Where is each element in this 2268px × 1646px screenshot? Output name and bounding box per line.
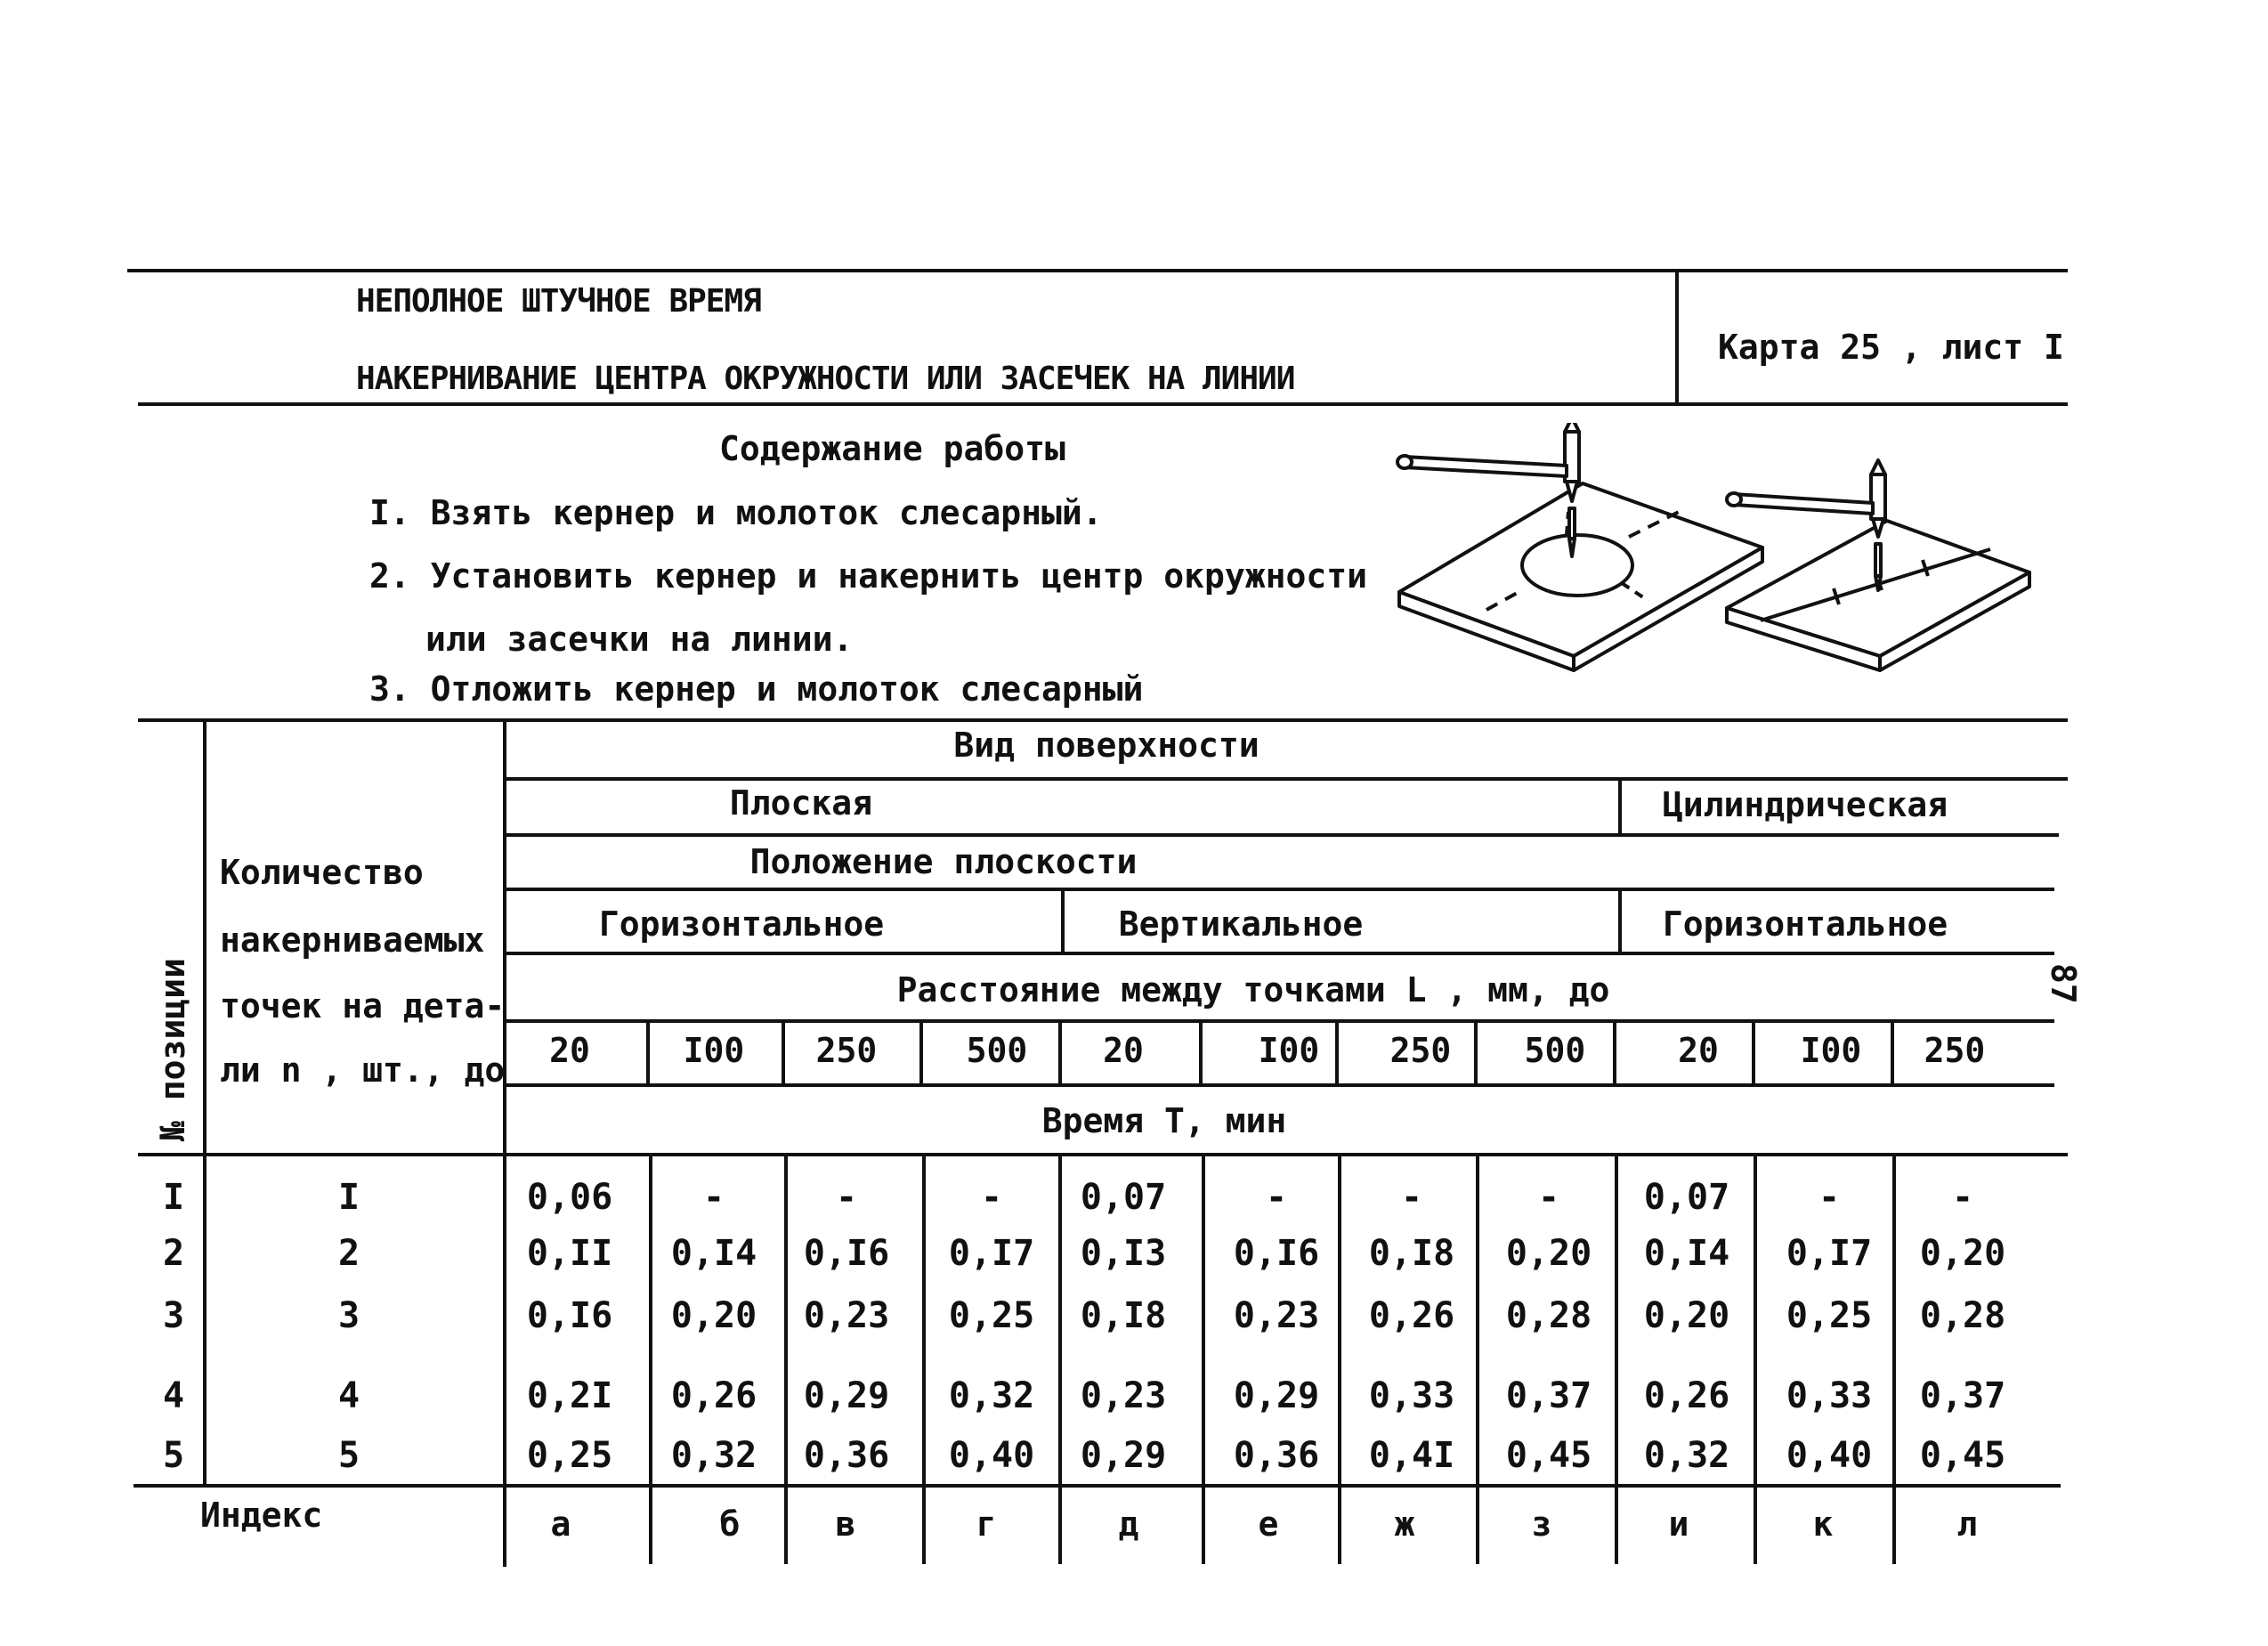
card-label: Карта 25 , лист I — [1718, 328, 2064, 367]
time-value-cell: - — [980, 1177, 1003, 1218]
distance-value: 500 — [966, 1031, 1028, 1070]
index-letter: ж — [1394, 1504, 1415, 1544]
time-value-cell: 0,28 — [1505, 1295, 1592, 1336]
index-letter: г — [976, 1504, 997, 1544]
horizontal-cylindrical-header: Горизонтальное — [1662, 904, 1948, 944]
time-value-cell: 0,33 — [1368, 1375, 1455, 1416]
distance-value: 20 — [549, 1031, 590, 1070]
time-value-cell: 0,I8 — [1368, 1233, 1455, 1274]
step-2: 2. Установить кернер и накернить центр окружности — [369, 556, 1368, 596]
time-value-cell: - — [702, 1177, 725, 1218]
time-value-cell: 0,20 — [670, 1295, 757, 1336]
time-value-cell: 0,32 — [1643, 1435, 1730, 1476]
time-value-cell: 0,23 — [803, 1295, 890, 1336]
time-value-cell: 0,32 — [948, 1375, 1035, 1416]
time-header: Время Т, мин — [1041, 1101, 1287, 1140]
time-value-cell: 0,33 — [1786, 1375, 1873, 1416]
distance-value: I00 — [683, 1031, 745, 1070]
index-letter: е — [1258, 1504, 1279, 1544]
step-2-continued: или засечки на линии. — [425, 620, 854, 659]
time-value-cell: 0,23 — [1233, 1295, 1320, 1336]
index-letter: б — [719, 1504, 741, 1544]
time-value-cell: 0,II — [526, 1233, 613, 1274]
row-count: I — [337, 1177, 360, 1218]
step-3: 3. Отложить кернер и молоток слесарный — [369, 669, 1144, 709]
step-1: I. Взять кернер и молоток слесарный. — [369, 493, 1103, 532]
time-value-cell: 0,40 — [948, 1435, 1035, 1476]
cylindrical-surface-header: Цилиндрическая — [1662, 785, 1948, 824]
index-letter: в — [835, 1504, 856, 1544]
time-value-cell: 0,29 — [1233, 1375, 1320, 1416]
time-value-cell: 0,26 — [670, 1375, 757, 1416]
time-value-cell: 0,I4 — [670, 1233, 757, 1274]
time-value-cell: 0,45 — [1505, 1435, 1592, 1476]
time-value-cell: 0,37 — [1919, 1375, 2006, 1416]
time-value-cell: 0,36 — [803, 1435, 890, 1476]
index-letter: к — [1812, 1504, 1834, 1544]
count-header-line-2: накерниваемых — [220, 920, 485, 960]
horizontal-header: Горизонтальное — [598, 904, 885, 944]
time-value-cell: 0,25 — [1786, 1295, 1873, 1336]
row-count: 5 — [337, 1435, 360, 1476]
time-value-cell: - — [1400, 1177, 1423, 1218]
row-position: 3 — [162, 1295, 185, 1336]
distance-value: 250 — [1924, 1031, 1986, 1070]
count-header-line-4: ли n , шт., до — [220, 1050, 506, 1090]
count-header-line-1: Количество — [220, 853, 424, 892]
row-position: I — [162, 1177, 185, 1218]
index-letter: д — [1118, 1504, 1139, 1544]
time-value-cell: 0,I7 — [1786, 1233, 1873, 1274]
time-value-cell: 0,I7 — [948, 1233, 1035, 1274]
distance-value: 500 — [1524, 1031, 1586, 1070]
time-value-cell: 0,I6 — [526, 1295, 613, 1336]
vertical-header: Вертикальное — [1118, 904, 1364, 944]
time-value-cell: 0,I8 — [1080, 1295, 1167, 1336]
surface-type-header: Вид поверхности — [953, 726, 1260, 765]
time-value-cell: 0,I6 — [803, 1233, 890, 1274]
row-position: 5 — [162, 1435, 185, 1476]
time-value-cell: 0,26 — [1643, 1375, 1730, 1416]
position-number-header: № позиции — [153, 958, 192, 1141]
time-value-cell: 0,07 — [1643, 1177, 1730, 1218]
distance-value: 20 — [1103, 1031, 1144, 1070]
content-heading: Содержание работы — [719, 429, 1065, 468]
time-value-cell: 0,29 — [1080, 1435, 1167, 1476]
time-value-cell: 0,I4 — [1643, 1233, 1730, 1274]
title-line-1: НЕПОЛНОЕ ШТУЧНОЕ ВРЕМЯ — [356, 283, 761, 320]
plane-position-header: Положение плоскости — [749, 842, 1138, 881]
distance-header: Расстояние между точками L , мм, до — [896, 970, 1610, 1009]
distance-value: 20 — [1678, 1031, 1719, 1070]
row-count: 4 — [337, 1375, 360, 1416]
time-value-cell: - — [1818, 1177, 1841, 1218]
distance-value: I00 — [1258, 1031, 1320, 1070]
time-value-cell: 0,4I — [1368, 1435, 1455, 1476]
distance-value: 250 — [1389, 1031, 1452, 1070]
page-number: 87 — [2044, 963, 2083, 1004]
index-letter: з — [1531, 1504, 1552, 1544]
time-value-cell: 0,28 — [1919, 1295, 2006, 1336]
time-value-cell: 0,45 — [1919, 1435, 2006, 1476]
row-count: 3 — [337, 1295, 360, 1336]
time-value-cell: 0,I6 — [1233, 1233, 1320, 1274]
title-line-2: НАКЕРНИВАНИЕ ЦЕНТРА ОКРУЖНОСТИ ИЛИ ЗАСЕЧЕК НА ЛИНИИ — [356, 361, 1295, 397]
punching-illustration — [1389, 423, 2065, 690]
row-count: 2 — [337, 1233, 360, 1274]
index-letter: и — [1668, 1504, 1689, 1544]
time-value-cell: 0,25 — [948, 1295, 1035, 1336]
time-value-cell: 0,29 — [803, 1375, 890, 1416]
time-value-cell: 0,23 — [1080, 1375, 1167, 1416]
time-value-cell: 0,20 — [1919, 1233, 2006, 1274]
time-value-cell: 0,20 — [1505, 1233, 1592, 1274]
time-value-cell: 0,25 — [526, 1435, 613, 1476]
flat-surface-header: Плоская — [729, 783, 873, 823]
time-value-cell: - — [835, 1177, 858, 1218]
time-value-cell: 0,20 — [1643, 1295, 1730, 1336]
count-header-line-3: точек на дета- — [220, 986, 506, 1026]
time-value-cell: 0,06 — [526, 1177, 613, 1218]
time-value-cell: 0,I3 — [1080, 1233, 1167, 1274]
distance-value: 250 — [815, 1031, 878, 1070]
distance-value: I00 — [1800, 1031, 1862, 1070]
time-value-cell: - — [1537, 1177, 1560, 1218]
time-value-cell: - — [1265, 1177, 1288, 1218]
time-value-cell: 0,40 — [1786, 1435, 1873, 1476]
time-value-cell: 0,2I — [526, 1375, 613, 1416]
time-value-cell: - — [1951, 1177, 1974, 1218]
time-value-cell: 0,26 — [1368, 1295, 1455, 1336]
index-label: Индекс — [200, 1496, 323, 1535]
row-position: 2 — [162, 1233, 185, 1274]
time-value-cell: 0,37 — [1505, 1375, 1592, 1416]
time-value-cell: 0,32 — [670, 1435, 757, 1476]
row-position: 4 — [162, 1375, 185, 1416]
index-letter: а — [550, 1504, 571, 1544]
index-letter: л — [1956, 1504, 1978, 1544]
time-value-cell: 0,07 — [1080, 1177, 1167, 1218]
time-value-cell: 0,36 — [1233, 1435, 1320, 1476]
